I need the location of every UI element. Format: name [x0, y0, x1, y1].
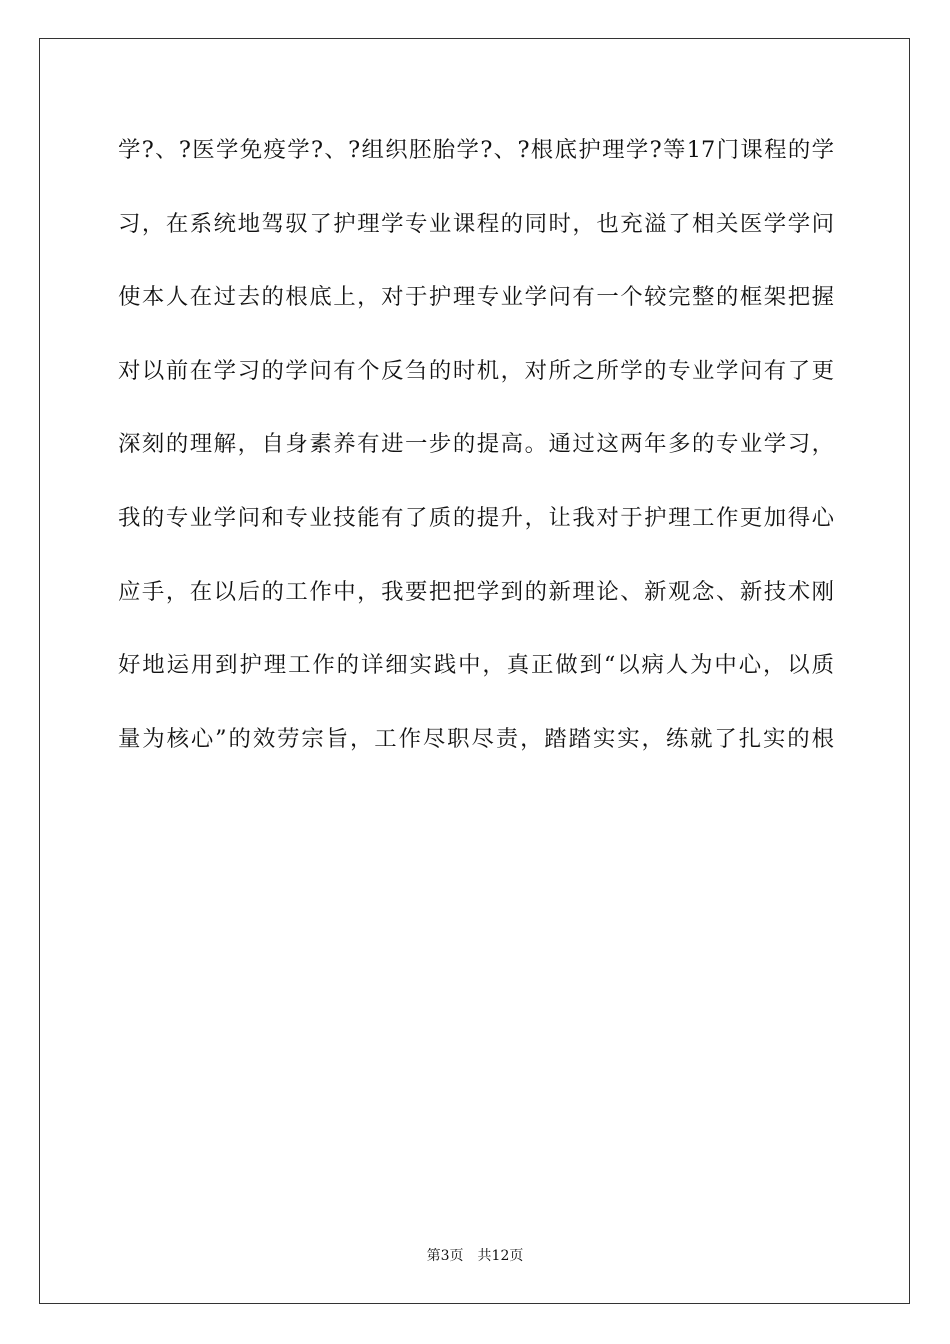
page-footer — [0, 1246, 950, 1266]
text-line-8: 好地运用到护理工作的详细实践中，真正做到“以病人为中心，以质 — [118, 652, 834, 679]
text-line-2: 习，在系统地驾驭了护理学专业课程的同时，也充溢了相关医学学问 — [118, 210, 834, 237]
text-line-6: 我的专业学问和专业技能有了质的提升，让我对于护理工作更加得心 — [118, 504, 834, 531]
text-line-1: 学?、?医学免疫学?、?组织胚胎学?、?根底护理学?等17门课程的学 — [118, 137, 834, 163]
text-line-3: 使本人在过去的根底上，对于护理专业学问有一个较完整的框架把握 — [118, 284, 834, 311]
current-page-number: 第3页 — [426, 1248, 464, 1264]
body-text — [118, 126, 834, 788]
text-line-4: 对以前在学习的学问有个反刍的时机，对所之所学的专业学问有了更 — [118, 357, 834, 384]
text-line-9: 量为核心”的效劳宗旨，工作尽职尽责，踏踏实实，练就了扎实的根 — [118, 725, 834, 752]
text-line-7: 应手，在以后的工作中，我要把把学到的新理论、新观念、新技术刚 — [118, 578, 834, 605]
text-line-5: 深刻的理解，自身素养有进一步的提高。通过这两年多的专业学习， — [118, 431, 834, 458]
total-page-count: 共12页 — [477, 1248, 524, 1264]
